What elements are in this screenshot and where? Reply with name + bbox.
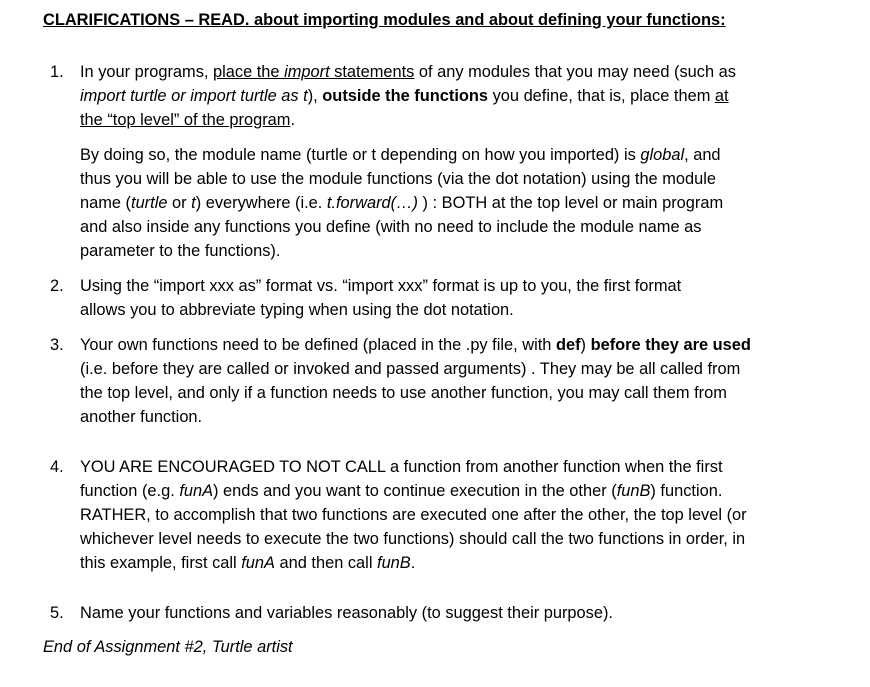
footer-note: End of Assignment #2, Turtle artist xyxy=(43,638,293,656)
text-run-italic: t.forward(…) xyxy=(326,194,418,212)
para-line-3 xyxy=(80,191,845,215)
item2-line-1: Using the “import xxx as” format vs. “import xxx” format is up to you, the first format xyxy=(80,277,682,295)
text-run: ), xyxy=(307,87,323,105)
item3-line-2: (i.e. before they are called or invoked and passed arguments) . They may be all called from xyxy=(80,360,741,378)
text-run: of any modules that you may need (such as xyxy=(414,63,736,81)
item4-line-2 xyxy=(80,479,855,503)
para-line-1 xyxy=(80,143,845,167)
list-item-5 xyxy=(50,601,855,625)
text-run: you define, that is, place them xyxy=(488,87,715,105)
text-run: . xyxy=(290,111,296,129)
list-number: 5. xyxy=(50,604,64,622)
text-run-italic: turtle xyxy=(131,194,168,212)
list-item-4 xyxy=(50,455,855,575)
text-run-italic: funB xyxy=(377,554,411,572)
text-run-underline: at xyxy=(714,87,729,105)
text-run-bold: before they are used xyxy=(590,336,751,354)
list-item-2 xyxy=(50,274,855,322)
text-run-italic: t xyxy=(191,194,196,212)
list-number: 3. xyxy=(50,336,64,354)
page-heading: CLARIFICATIONS – READ. about importing modules and about defining your functions: xyxy=(43,11,726,29)
item4-line-5 xyxy=(80,551,855,575)
text-run: this example, first call xyxy=(80,554,242,572)
text-run-underline: the “top level” of the program xyxy=(80,111,291,129)
text-run-italic: import xyxy=(284,63,330,81)
item1-line-2 xyxy=(80,84,855,108)
item4-line-1: YOU ARE ENCOURAGED TO NOT CALL a function from another function when the first xyxy=(80,458,723,476)
text-run: ) ends and you want to continue execution in the other ( xyxy=(213,482,617,500)
para-line-5: parameter to the functions). xyxy=(80,242,281,260)
text-run-italic: funA xyxy=(179,482,214,500)
item5-line-1: Name your functions and variables reasonably (to suggest their purpose). xyxy=(80,604,613,622)
para-line-2: thus you will be able to use the module functions (via the dot notation) using the module xyxy=(80,170,716,188)
text-run: statements xyxy=(329,63,415,81)
text-run-italic: funB xyxy=(616,482,651,500)
text-run-italic: import turtle or import turtle as t xyxy=(80,87,308,105)
text-run-italic: funA xyxy=(241,554,275,572)
item3-line-3: the top level, and only if a function needs to use another function, you may call them from xyxy=(80,384,727,402)
list-item-3 xyxy=(50,333,855,429)
list-number: 4. xyxy=(50,458,64,476)
text-run: In your programs, xyxy=(80,63,213,81)
text-run: . xyxy=(410,554,416,572)
text-run: or xyxy=(167,194,192,212)
text-run: By doing so, the module name (turtle or t depending on how you imported) is xyxy=(80,146,641,164)
text-run: ) : BOTH at the top level or main program xyxy=(417,194,724,212)
list-item-1 xyxy=(50,60,855,132)
item4-line-3: RATHER, to accomplish that two functions are executed one after the other, the top level (or xyxy=(80,506,747,524)
text-run: , and xyxy=(684,146,721,164)
text-run: and then call xyxy=(274,554,378,572)
item2-line-2: allows you to abbreviate typing when using the dot notation. xyxy=(80,301,514,319)
text-run: name ( xyxy=(80,194,132,212)
item3-line-4: another function. xyxy=(80,408,203,426)
text-run: ) everywhere (i.e. xyxy=(195,194,327,212)
item3-line-1 xyxy=(80,333,855,357)
text-run: ) xyxy=(580,336,591,354)
text-run: function (e.g. xyxy=(80,482,180,500)
text-run-bold: def xyxy=(555,336,581,354)
text-run-bold: outside the functions xyxy=(322,87,489,105)
text-run: ) function. xyxy=(650,482,723,500)
list-number: 2. xyxy=(50,277,64,295)
text-run: place the xyxy=(213,63,285,81)
item1-paragraph xyxy=(80,143,845,263)
para-line-4: and also inside any functions you define (with no need to include the module name as xyxy=(80,218,702,236)
text-run-underline xyxy=(213,63,414,81)
item1-line-1 xyxy=(80,60,855,84)
text-run: Your own functions need to be defined (placed in the .py file, with xyxy=(80,336,556,354)
item1-line-3 xyxy=(80,108,855,132)
item4-line-4: whichever level needs to execute the two functions) should call the two functions in order, in xyxy=(80,530,746,548)
text-run-italic: global xyxy=(640,146,685,164)
list-number: 1. xyxy=(50,63,64,81)
